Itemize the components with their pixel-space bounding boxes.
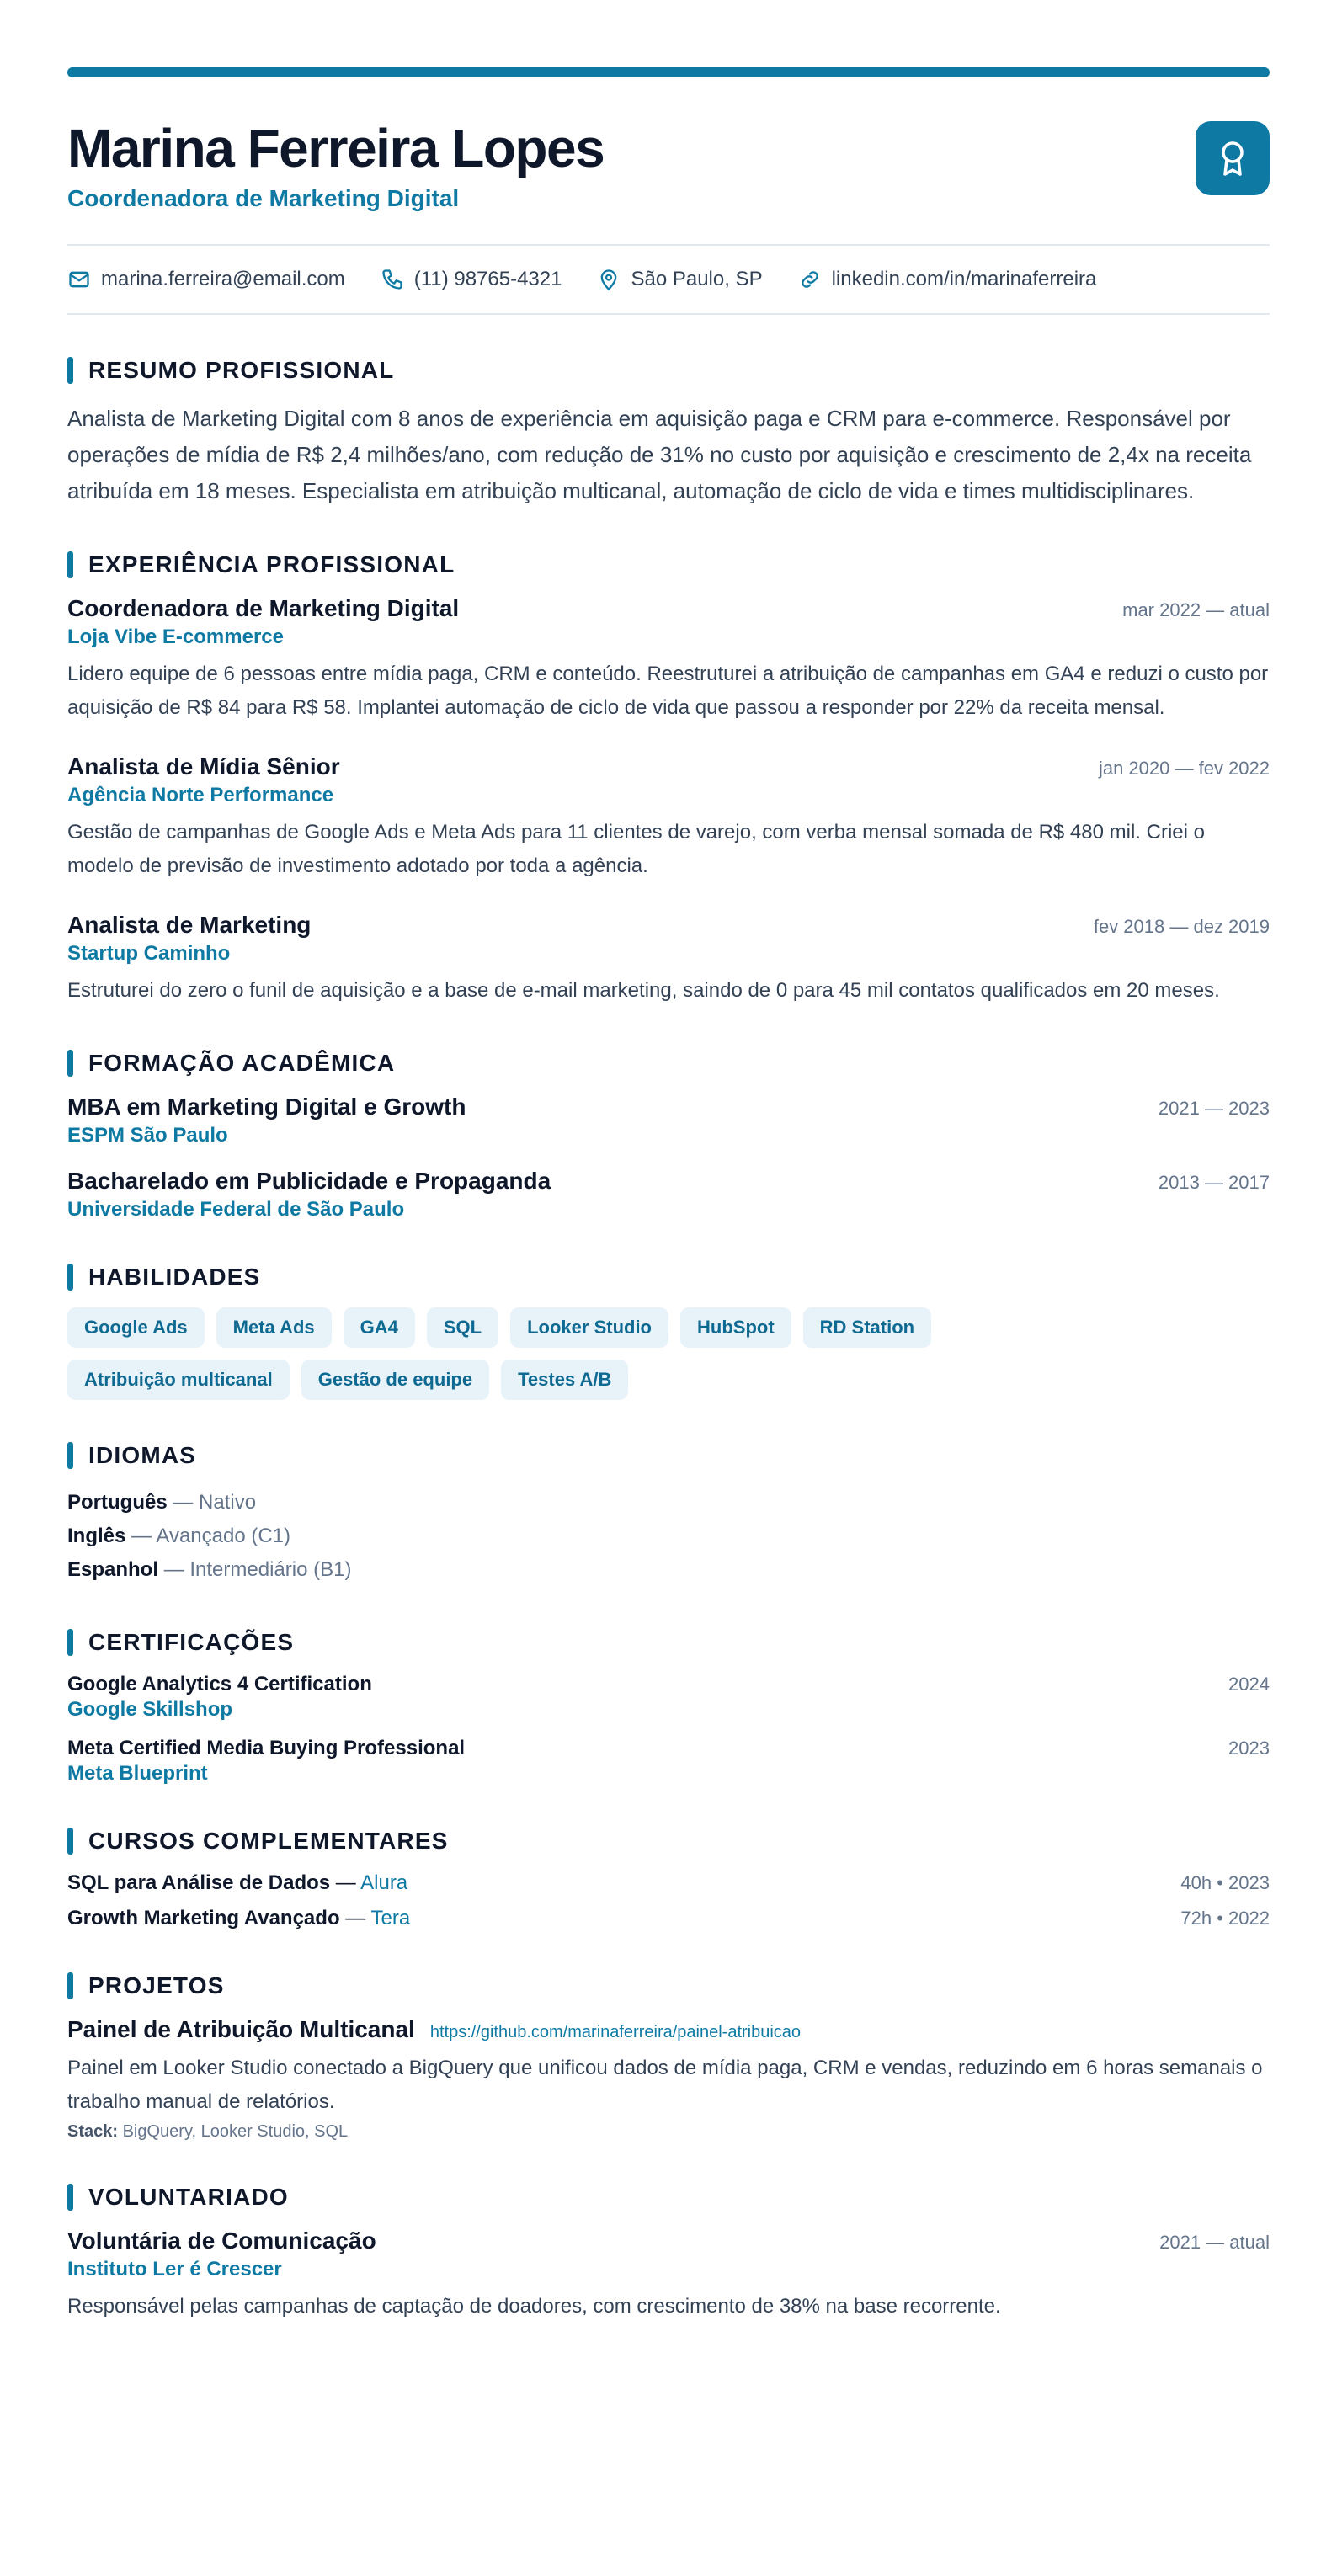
- certifications-section: [67, 1629, 1270, 1786]
- degree-date: 2013 — 2017: [1158, 1172, 1270, 1193]
- course-institution: Tera: [370, 1907, 411, 1929]
- skill-chip: HubSpot: [680, 1307, 791, 1348]
- skill-chip: GA4: [344, 1307, 415, 1348]
- contact-email[interactable]: [67, 268, 345, 291]
- section-bar: [67, 1972, 73, 1999]
- skill-chip: Atribuição multicanal: [67, 1360, 290, 1400]
- candidate-role: Coordenadora de Marketing Digital: [67, 185, 460, 211]
- job-description: Gestão de campanhas de Google Ads e Meta Ads para 11 clientes de varejo, com verba mensal somada de R$ 480 mil. Criei o modelo de previsão de investimento adotado por toda a agência.: [67, 821, 1205, 877]
- degree-title: Bacharelado em Publicidade e Propaganda: [67, 1168, 551, 1194]
- link-icon: [798, 268, 822, 291]
- courses-heading: [67, 1828, 1270, 1855]
- skill-chip: SQL: [427, 1307, 498, 1348]
- resume-header: [67, 118, 1270, 210]
- section-heading-text: CURSOS COMPLEMENTARES: [88, 1828, 449, 1854]
- certifications-heading: [67, 1629, 1270, 1656]
- section-bar: [67, 1629, 73, 1656]
- volunteer-description: Responsável pelas campanhas de captação de doadores, com crescimento de 38% na base recorrente.: [67, 2295, 1001, 2318]
- mail-icon: [67, 268, 91, 291]
- section-bar: [67, 1442, 73, 1469]
- separator: —: [131, 1525, 152, 1547]
- job-title: Coordenadora de Marketing Digital: [67, 595, 460, 621]
- job-company: Loja Vibe E-commerce: [67, 625, 284, 648]
- skills-heading: [67, 1264, 1270, 1291]
- projects-section: [67, 1972, 1270, 2142]
- language-name: Espanhol: [67, 1558, 159, 1581]
- project-title: Painel de Atribuição Multicanal: [67, 2016, 415, 2042]
- degree-date: 2021 — 2023: [1158, 1098, 1270, 1119]
- volunteer-section: [67, 2184, 1270, 2323]
- courses-section: [67, 1828, 1270, 1930]
- candidate-name: Marina Ferreira Lopes: [67, 118, 605, 178]
- course-item: [67, 1907, 1270, 1930]
- experience-entry: [67, 753, 1270, 883]
- volunteer-entry: [67, 2227, 1270, 2323]
- experience-section: [67, 551, 1270, 1008]
- linkedin-text: linkedin.com/in/marinaferreira: [831, 268, 1097, 290]
- separator: —: [335, 1871, 356, 1894]
- job-description: Lidero equipe de 6 pessoas entre mídia paga, CRM e conteúdo. Reestruturei a atribuição de campanhas em GA4 e reduzi o custo por aquisição de R$ 84 para R$ 58. Implantei automação de ciclo de vida que passou a responder por 22% da receita mensal.: [67, 663, 1269, 719]
- course-meta: 72h • 2022: [1180, 1908, 1270, 1929]
- skill-chip: RD Station: [803, 1307, 931, 1348]
- stack-label: Stack:: [67, 2122, 119, 2141]
- section-bar: [67, 1264, 73, 1291]
- language-level: Intermediário (B1): [189, 1558, 352, 1581]
- degree-title: MBA em Marketing Digital e Growth: [67, 1094, 466, 1120]
- language-item: [67, 1553, 1270, 1587]
- contact-phone[interactable]: [381, 268, 562, 291]
- section-heading-text: IDIOMAS: [88, 1442, 197, 1468]
- project-description: Painel em Looker Studio conectado a BigQuery que unificou dados de mídia paga, CRM e vendas, reduzindo em 6 horas semanais o trabalho manual de relatórios.: [67, 2057, 1263, 2113]
- certification-year: 2023: [1228, 1738, 1270, 1759]
- contact-location: [597, 268, 762, 291]
- section-bar: [67, 2184, 73, 2211]
- job-title: Analista de Mídia Sênior: [67, 753, 340, 780]
- section-heading-text: CERTIFICAÇÕES: [88, 1629, 295, 1655]
- volunteer-title: Voluntária de Comunicação: [67, 2227, 376, 2254]
- contact-bar: [67, 244, 1270, 315]
- summary-section: [67, 357, 1270, 509]
- skill-chip: Gestão de equipe: [301, 1360, 489, 1400]
- skill-chip: Testes A/B: [501, 1360, 628, 1400]
- summary-heading: [67, 357, 1270, 384]
- certification-item: [67, 1673, 1270, 1722]
- section-heading-text: PROJETOS: [88, 1972, 225, 1999]
- section-heading-text: VOLUNTARIADO: [88, 2184, 289, 2210]
- project-stack: [67, 2122, 1270, 2142]
- volunteer-org: Instituto Ler é Crescer: [67, 2258, 282, 2281]
- experience-entry: [67, 595, 1270, 725]
- education-entry: [67, 1168, 1270, 1221]
- stack-value: BigQuery, Looker Studio, SQL: [122, 2122, 349, 2141]
- job-date: jan 2020 — fev 2022: [1098, 758, 1270, 779]
- separator: —: [345, 1907, 366, 1929]
- certification-title: Google Analytics 4 Certification: [67, 1673, 372, 1695]
- separator: —: [173, 1491, 194, 1514]
- section-heading-text: RESUMO PROFISSIONAL: [88, 357, 395, 383]
- section-bar: [67, 1828, 73, 1855]
- skill-chip: Google Ads: [67, 1307, 205, 1348]
- skill-chip: Meta Ads: [216, 1307, 332, 1348]
- language-level: Nativo: [199, 1491, 257, 1514]
- course-title: Growth Marketing Avançado: [67, 1907, 340, 1929]
- languages-heading: [67, 1442, 1270, 1469]
- certification-issuer: Google Skillshop: [67, 1698, 233, 1721]
- language-item: [67, 1486, 1270, 1520]
- course-title: SQL para Análise de Dados: [67, 1871, 331, 1894]
- certification-year: 2024: [1228, 1674, 1270, 1695]
- job-date: mar 2022 — atual: [1122, 599, 1270, 620]
- section-heading-text: FORMAÇÃO ACADÊMICA: [88, 1050, 396, 1076]
- location-text: São Paulo, SP: [631, 268, 763, 290]
- languages-section: [67, 1442, 1270, 1587]
- certification-issuer: Meta Blueprint: [67, 1762, 208, 1785]
- section-heading-text: HABILIDADES: [88, 1264, 261, 1290]
- language-item: [67, 1520, 1270, 1553]
- skills-list: [67, 1307, 1162, 1400]
- course-meta: 40h • 2023: [1180, 1872, 1270, 1893]
- experience-heading: [67, 551, 1270, 578]
- job-title: Analista de Marketing: [67, 912, 312, 938]
- volunteer-heading: [67, 2184, 1270, 2211]
- projects-heading: [67, 1972, 1270, 1999]
- experience-entry: [67, 912, 1270, 1008]
- project-header: [67, 2016, 1270, 2043]
- skills-section: [67, 1264, 1270, 1400]
- section-bar: [67, 1050, 73, 1077]
- section-bar: [67, 551, 73, 578]
- separator: —: [163, 1558, 184, 1581]
- award-icon: [1196, 121, 1270, 195]
- summary-text: Analista de Marketing Digital com 8 anos de experiência em aquisição paga e CRM para e-commerce. Responsável por operações de mídia de R$ 2,4 milhões/ano, com redução de 31% no custo por aquisição e crescimento de 2,4x na receita atribuída em 18 meses. Especialista em atribuição multicanal, automação de ciclo de vida e times multidisciplinares.: [67, 406, 1252, 503]
- phone-text: (11) 98765-4321: [413, 268, 562, 290]
- education-heading: [67, 1050, 1270, 1077]
- certification-item: [67, 1737, 1270, 1786]
- degree-institution: ESPM São Paulo: [67, 1124, 228, 1147]
- language-name: Português: [67, 1491, 168, 1514]
- resume-page: [67, 67, 1270, 2352]
- map-pin-icon: [597, 268, 621, 291]
- volunteer-date: 2021 — atual: [1159, 2232, 1270, 2253]
- education-section: [67, 1050, 1270, 1221]
- job-company: Agência Norte Performance: [67, 784, 334, 806]
- phone-icon: [381, 268, 404, 291]
- course-item: [67, 1871, 1270, 1895]
- section-bar: [67, 357, 73, 384]
- course-institution: Alura: [360, 1871, 408, 1894]
- contact-linkedin[interactable]: [798, 268, 1097, 291]
- email-text: marina.ferreira@email.com: [101, 268, 345, 290]
- top-accent-rule: [67, 67, 1270, 77]
- job-date: fev 2018 — dez 2019: [1093, 916, 1270, 937]
- language-name: Inglês: [67, 1525, 126, 1547]
- language-level: Avançado (C1): [156, 1525, 291, 1547]
- skill-chip: Looker Studio: [510, 1307, 668, 1348]
- job-description: Estruturei do zero o funil de aquisição e a base de e-mail marketing, saindo de 0 para 45 mil contatos qualificados em 20 meses.: [67, 979, 1220, 1002]
- project-link[interactable]: https://github.com/marinaferreira/painel-atribuicao: [429, 2023, 802, 2041]
- job-company: Startup Caminho: [67, 942, 231, 965]
- education-entry: [67, 1094, 1270, 1147]
- certification-title: Meta Certified Media Buying Professional: [67, 1737, 466, 1759]
- degree-institution: Universidade Federal de São Paulo: [67, 1198, 405, 1221]
- section-heading-text: EXPERIÊNCIA PROFISSIONAL: [88, 551, 455, 577]
